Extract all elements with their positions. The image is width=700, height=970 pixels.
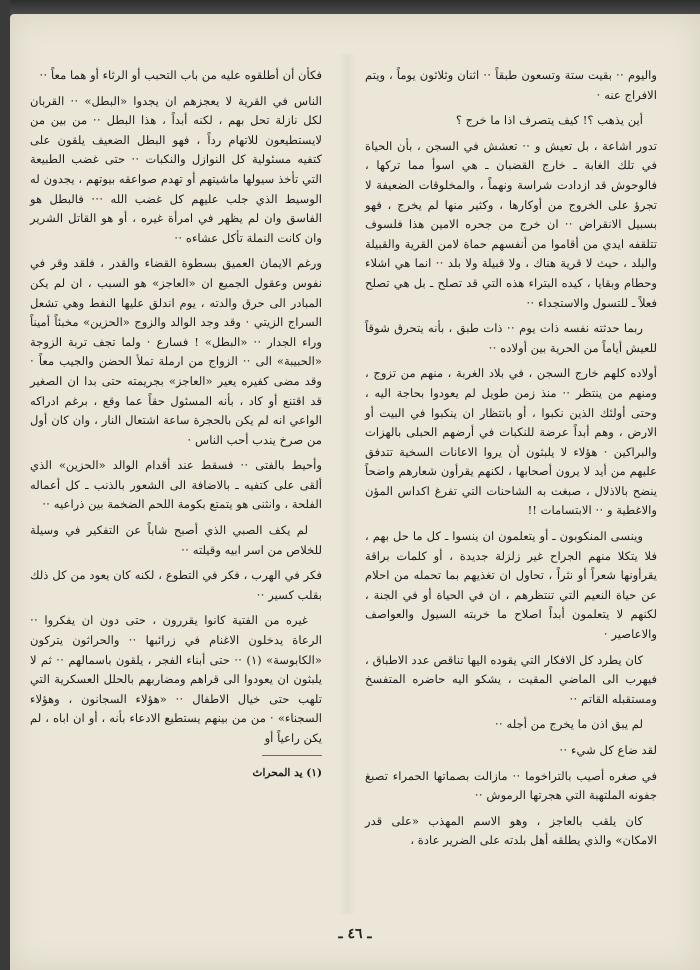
paragraph: لم يكف الصبي الذي أصبح شاباً عن التفكير في وسيلة للخلاص من اسر ابيه وقيلته ⋅⋅ [30, 523, 322, 557]
page-number: ـ ٤٦ ـ [338, 926, 372, 942]
paragraph: أولاده كلهم خارج السجن ، في بلاد الغربة ، منهم من تزوج ، ومنهم من ينتظر ⋅⋅ منذ زمن طويل لم يعودوا بحاجة اليه ، وحتى أولئك الذين نكبوا ، أو بانتظار ان ينكبوا في البيت أو الارض ، وهم أبداً عرضة للنكبات في أرضهم الحبلى بالهزات والبراكين ⋅ هؤلاء لا يلبثون أن يروا الاعانات السخية تتدفق عليهم من أيد لا يرون أصحابها ، لكنهم يقرأون شعارهم واضحاً ينضح بالاذلال ، صبغت به الشاحنات التي تفرغ اكداس المؤن والاغطية و ⋅⋅ الابتسامات !! [365, 366, 657, 518]
right-text-column [365, 66, 657, 857]
left-text-column [30, 66, 322, 783]
paragraph: فكأن أن أطلقوه عليه من باب التحبب أو الرثاء أو هما معاً ⋅⋅ [39, 68, 322, 82]
paragraph: وأحيط بالفتى ⋅⋅ فسقط عند أقدام الوالد «الحزين» الذي ألقى على كتفيه ـ بالاضافة الى الشعور بالذنب ـ كل أعماله الفلحة ، وانثنى هو يتمتع بكومة اللحم الضخمة بين ذراعيه ⋅⋅ [30, 458, 322, 512]
paragraph: في صغره أصيب بالتراخوما ⋅⋅ مازالت بصماتها الحمراء تصبغ جفونه الملتهبة التي هجرتها الرموش ⋅⋅ [365, 768, 657, 803]
paragraph: تدور اشاعة ، بل تعيش و ⋅⋅ تعشش في السجن ، بأن الحياة في تلك الغابة ـ خارج القضبان ـ هي اسوأ مما تركها ، فالوحوش قد ازدادت شراسة ونهماً ، والمخلوقات الضعيفة لا تجرؤ على الخروج من أوكارها ، وكثير منها لم يخرج ، فهو بسبيل الانقراض ⋅⋅ ان خرج من جحره الامين هذا فلسوف تتلقفه ايدي من أقاموا من أنفسهم حماة لامن القرية والقبيلة والبلد ، حيث لا قرية هناك ، ولا قبيلة ولا بلد ⋅⋅ انما هي اشلاء وحطام وبقايا ، كيده البتراء هذه التي قد تصلح ـ بل هي تصلح فعلاً ـ للتسول والاستجداء ⋅⋅ [365, 138, 657, 310]
book-page [10, 14, 700, 970]
paragraph: غيره من الفتية كانوا يقررون ، حتى دون ان يفكروا ⋅⋅ الرعاة يدخلون الاغنام في زرائبها ⋅⋅ والحراثون يتركون «الكابوسة» (١) ⋅⋅ حتى أبناء الفجر ، يلقون باسمالهم ⋅⋅ ثم لا يلبثون ان يعودوا الى قراهم ومضاربهم بالحلل العسكرية التي تلهب حتى خيال الاطفال ⋅⋅ «هؤلاء السجانون ، وهؤلاء السجناء» ⋅ من من بينهم يستطيع الادعاء بأنه ، أو ان اباه ، لم يكن راعياً أو [30, 613, 322, 745]
paragraph: لم يبق اذن ما يخرج من أجله ⋅⋅ [494, 717, 643, 732]
paragraph: وينسى المنكوبون ـ أو يتعلمون ان ينسوا ـ كل ما حل بهم ، فلا يتكلا منهم الجراح غير زلزلة جديدة ، أو كلمات براقة يقرأونها شعراً أو نثراً ، تحاول ان تغذيهم بما تحمله من احلام عن حياة النعيم التي تنتظرهم ، ان في الحياة أو في الجنة ، لكنهم لا يتعلمون أبداً اصلاح ما خربته السيول والعواصف والاعاصير ⋅ [365, 529, 657, 642]
paragraph: كان يلقب بالعاجز ، وهو الاسم المهذب «على قدر الامكان» والذي يطلقه أهل بلدته على الضرير عادة ، [365, 813, 657, 848]
footnote: (١) يد المحراث [252, 766, 322, 779]
paragraph: لقد ضاع كل شيء ⋅⋅ [559, 743, 657, 757]
column-gutter [338, 54, 356, 914]
paragraph: ربما حدثته نفسه ذات يوم ⋅⋅ ذات طبق ، بأنه يتحرق شوقاً للعيش أياماً من الحرية بين أولاده ⋅⋅ [365, 321, 657, 355]
footnote-rule [262, 755, 322, 756]
scanner-top-edge [10, 0, 700, 14]
paragraph: واليوم ⋅⋅ بقيت ستة وتسعون طبقاً ⋅⋅ اثنان وثلاثون يوماً ، ويتم الافراج عنه ⋅ [365, 68, 657, 102]
paragraph: كان يطرد كل الافكار التي يقوده اليها تناقص عدد الاطباق ، فيهرب الى الماضي المقيت ، يشكو اليه حاضره المتفسخ ومستقبله القاتم ⋅⋅ [365, 652, 657, 706]
paragraph: فكر في الهرب ، فكر في التطوع ، لكنه كان يعود من كل ذلك بقلب كسير ⋅⋅ [30, 568, 322, 602]
paragraph: الناس في القرية لا يعجزهم ان يجدوا «البطل» ⋅⋅ القربان لكل نازلة تحل بهم ، لكنه أبداً ، هذا البطل ⋅⋅ من بين من لايستطيعون للاتهام رداً ، فهو البطل الضعيف يلقون على كتفيه مسئولية كل النوازل والنكبات ⋅⋅ حتى غضب الطبيعة التي تأخذ سيولها ماشيتهم أو تهدم صواعقه بيوتهم ، يجدون له الوسيط الذي جلب عليهم كل غضب الله ⋅⋅⋅ فالبطل هو الفاسق وان لم يظهر في امرأة غيره ، أو هو القاتل الشرير وان كانت النملة تأكل عشاءه ⋅⋅ [30, 93, 322, 245]
paragraph: ورغم الايمان العميق بسطوة القضاء والقدر ، فلقد وقر في نفوس وعقول الجميع ان «العاجز» هو السبب ، ان لم يكن المبادر الى حرق والدته ، يوم اندلق عليها النفط وهي تشعل السراج الزيتي ⋅ وقد وجد الوالد والزوج «الحزين» مخبئاً أميناً وراء الجدار ⋅⋅ «البطل» ! فسارع ⋅ ولما تجف تربة الزوجة «الحبيبة» الى ⋅⋅ الزواج من ارملة تملأ الحضن والجيب معاً ⋅ وقد مضى كفيره يعير «العاجز» بجريمته حتى بدا ان الصغير قد اقتنع أو كاد ، بأنه المسئول حقاً عما وقع ، برغم ادراكه الواعي انه لم يكن بالحجرة ساعة اشتعال النار ، وان كان أول من صرخ يندب أحب الناس ⋅ [30, 256, 322, 447]
paragraph: أين يذهب ؟! كيف يتصرف اذا ما خرج ؟ [455, 113, 643, 128]
